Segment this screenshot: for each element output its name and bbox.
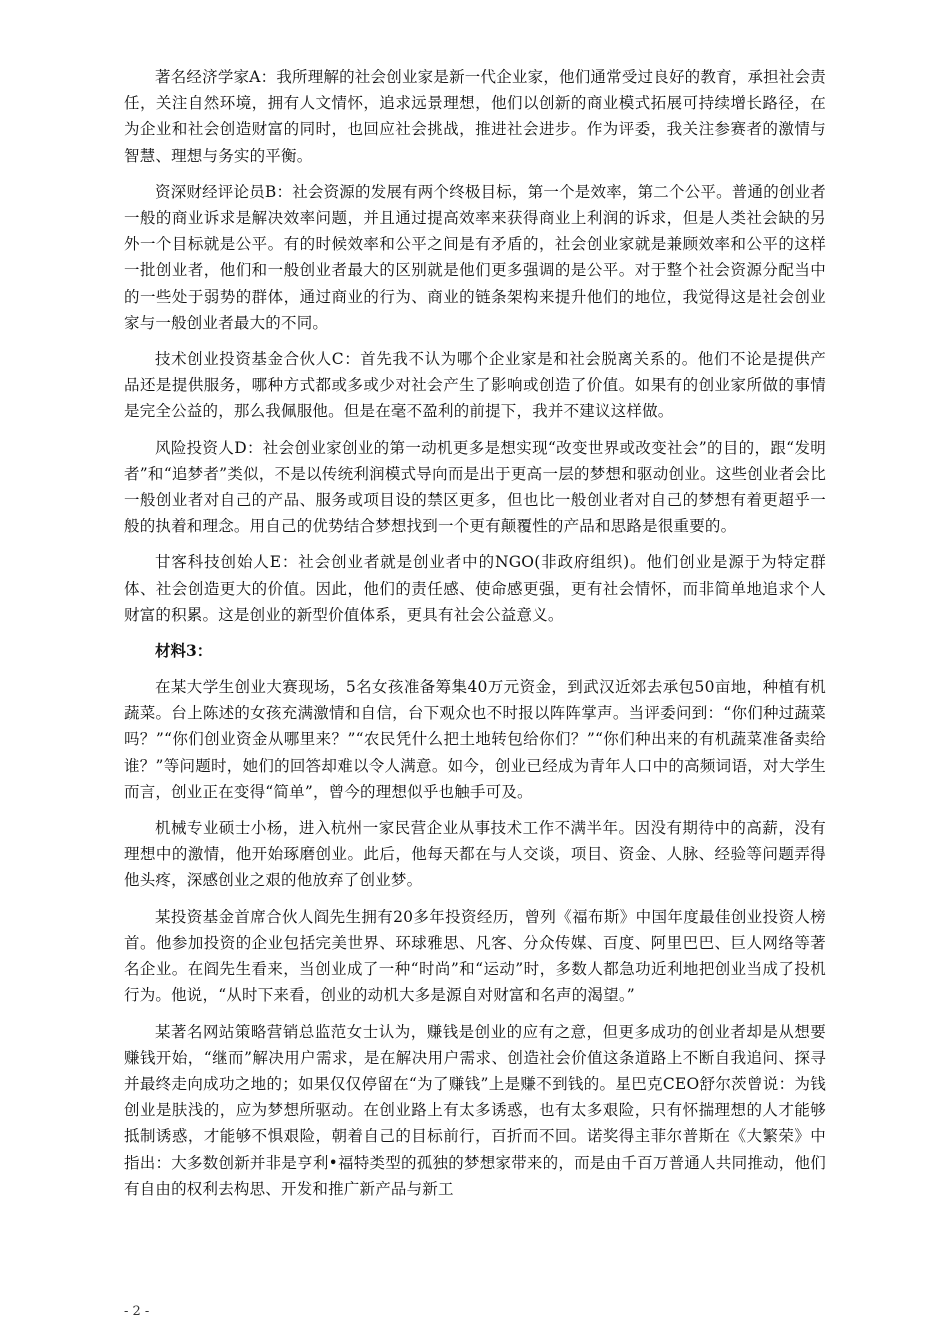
paragraph-commentator-b: 资深财经评论员B：社会资源的发展有两个终极目标，第一个是效率，第二个公平。普通的创业者一般的商业诉求是解决效率问题，并且通过提高效率来获得商业上利润的诉求，但是人类社会缺的另外一个目标就是公平。有的时候效率和公平之间是有矛盾的，社会创业家就是兼顾效率和公平的这样一批创业者，他们和一般创业者最大的区别就是他们更多强调的是公平。对于整个社会资源分配当中的一些处于弱势的群体，通过商业的行为、商业的链条架构来提升他们的地位，我觉得这是社会创业家与一般创业者最大的不同。: [124, 182, 826, 332]
section-heading-material-3: 材料3：: [155, 641, 213, 661]
paragraph-partner-c: 技术创业投资基金合伙人C：首先我不认为哪个企业家是和社会脱离关系的。他们不论是提供产品还是提供服务，哪种方式都或多或少对社会产生了影响或创造了价值。如果有的创业家所做的事情是完全公益的，那么我佩服他。但是在毫不盈利的前提下，我并不建议这样做。: [124, 350, 826, 421]
paragraph-contest: 在某大学生创业大赛现场，5名女孩准备筹集40万元资金，到武汉近郊去承包50亩地，种植有机蔬菜。台上陈述的女孩充满激情和自信，台下观众也不时报以阵阵掌声。当评委问到：“你们种过蔬菜吗？”“你们创业资金从哪里来？”“农民凭什么把土地转包给你们？”“你们种出来的有机蔬菜准备卖给谁？”等问题时，她们的回答却难以令人满意。如今，创业已经成为青年人口中的高频词语，对大学生而言，创业正在变得“简单”，曾今的理想似乎也触手可及。: [124, 678, 826, 801]
paragraph-fan: 某著名网站策略营销总监范女士认为，赚钱是创业的应有之意，但更多成功的创业者却是从想要赚钱开始，“继而”解决用户需求，是在解决用户需求、创造社会价值这条道路上不断自我追问、探寻并最终走向成功之地的；如果仅仅停留在“为了赚钱”上是赚不到钱的。星巴克CEO舒尔茨曾说：为钱创业是肤浅的，应为梦想所驱动。在创业路上有太多诱惑，也有太多艰险，只有怀揣理想的人才能够抵制诱惑，才能够不惧艰险，朝着自己的目标前行，百折而不回。诺奖得主菲尔普斯在《大繁荣》中指出：大多数创新并非是亨利•福特类型的孤独的梦想家带来的，而是由千百万普通人共同推动，他们有自由的权利去构思、开发和推广新产品与新工: [124, 1022, 826, 1198]
paragraph-founder-e: 甘客科技创始人E：社会创业者就是创业者中的NGO(非政府组织)。他们创业是源于为特定群体、社会创造更大的价值。因此，他们的责任感、使命感更强，更有社会情怀，而非简单地追求个人财富的积累。这是创业的新型价值体系，更具有社会公益意义。: [124, 553, 826, 624]
document-body: [124, 64, 826, 1212]
page-number: - 2 -: [124, 1304, 150, 1319]
paragraph-xiao-yang: 机械专业硕士小杨，进入杭州一家民营企业从事技术工作不满半年。因没有期待中的高薪，没有理想中的激情，他开始琢磨创业。此后，他每天都在与人交谈，项目、资金、人脉、经验等问题弄得他头疼，深感创业之艰的他放弃了创业梦。: [124, 819, 826, 890]
paragraph-investor-d: 风险投资人D：社会创业家创业的第一动机更多是想实现“改变世界或改变社会”的目的，跟“发明者”和“追梦者”类似，不是以传统利润模式导向而是出于更高一层的梦想和驱动创业。这些创业者会比一般创业者对自己的产品、服务或项目设的禁区更多，但也比一般创业者对自己的梦想有着更超乎一般的执着和理念。用自己的优势结合梦想找到一个更有颠覆性的产品和思路是很重要的。: [124, 438, 826, 536]
paragraph-economist-a: 著名经济学家A：我所理解的社会创业家是新一代企业家，他们通常受过良好的教育，承担社会责任，关注自然环境，拥有人文情怀，追求远景理想，他们以创新的商业模式拓展可持续增长路径，在为企业和社会创造财富的同时，也回应社会挑战，推进社会进步。作为评委，我关注参赛者的激情与智慧、理想与务实的平衡。: [124, 68, 826, 165]
paragraph-yan: 某投资基金首席合伙人阎先生拥有20多年投资经历，曾列《福布斯》中国年度最佳创业投资人榜首。他参加投资的企业包括完美世界、环球雅思、凡客、分众传媒、百度、阿里巴巴、巨人网络等著名企业。在阎先生看来，当创业成了一种“时尚”和“运动”时，多数人都急功近利地把创业当成了投机行为。他说，“从时下来看，创业的动机大多是源自对财富和名声的渴望。”: [124, 907, 826, 1005]
